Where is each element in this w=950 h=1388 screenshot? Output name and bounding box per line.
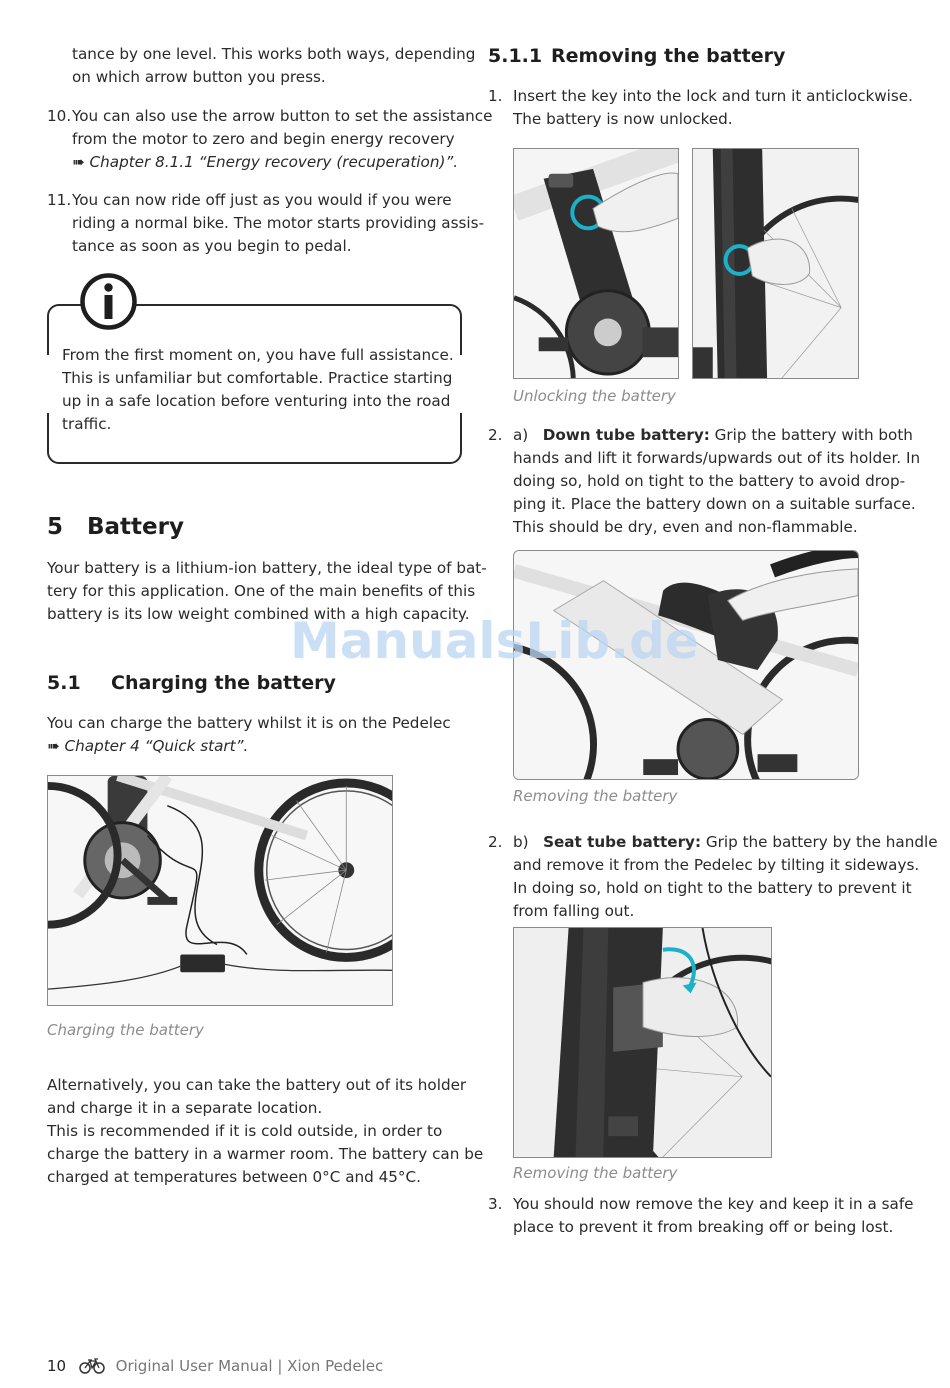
step11-line2: riding a normal bike. The motor starts providing assis- [72, 214, 485, 232]
step11-line3: tance as soon as you begin to pedal. [72, 237, 352, 255]
step2b-bold-term: Seat tube battery: [543, 833, 702, 851]
alt-text-line2: and charge it in a separate location. [47, 1099, 323, 1117]
step2b-line3: In doing so, hold on tight to the battery to prevent it [513, 879, 912, 897]
step10-number: 10. [47, 107, 72, 125]
note-line3: up in a safe location before venturing into the road [62, 392, 451, 410]
bicycle-icon [79, 1358, 105, 1374]
watermark: ManualsLib.de [290, 612, 699, 670]
note-line2: This is unfamiliar but comfortable. Practice starting [62, 369, 453, 387]
section511-title: Removing the battery [551, 45, 786, 67]
step2b-line4: from falling out. [513, 902, 635, 920]
step1-line1: Insert the key into the lock and turn it anticlockwise. [513, 87, 913, 105]
step2a-line5: This should be dry, even and non-flammable. [513, 518, 858, 536]
section51-text: You can charge the battery whilst it is on the Pedelec [47, 714, 451, 732]
removing-caption-1: Removing the battery [513, 787, 678, 805]
note-box-gap-right [456, 355, 464, 413]
page-footer [47, 1357, 383, 1375]
step2a-label: a) [513, 426, 529, 444]
section51-chapter-reference[interactable]: ➠ Chapter 4 “Quick start”. [47, 737, 249, 755]
step2a-number: 2. [488, 426, 503, 444]
charging-photo [47, 775, 393, 1006]
step2a-line4: ping it. Place the battery down on a suitable surface. [513, 495, 916, 513]
step1-number: 1. [488, 87, 503, 105]
step10-chapter-reference[interactable]: ➠ Chapter 8.1.1 “Energy recovery (recuperation)”. [72, 153, 459, 171]
step2b-line2: and remove it from the Pedelec by tilting it sideways. [513, 856, 920, 874]
section5-text-line3: battery is its low weight combined with a high capacity. [47, 605, 470, 623]
step10-line2: from the motor to zero and begin energy recovery [72, 130, 455, 148]
step9-continuation-line2: on which arrow button you press. [72, 68, 326, 86]
section5-title: Battery [87, 514, 184, 540]
alt-text-line5: charged at temperatures between 0°C and 45°C. [47, 1168, 421, 1186]
step2b-first-text: Grip the battery by the handle [705, 833, 938, 851]
step9-continuation-line1: tance by one level. This works both ways, depending [72, 45, 476, 63]
note-line1: From the first moment on, you have full assistance. [62, 346, 454, 364]
section511-number: 5.1.1 [488, 45, 543, 67]
alt-text-line3: This is recommended if it is cold outside, in order to [47, 1122, 443, 1140]
section5-text-line2: tery for this application. One of the main benefits of this [47, 582, 476, 600]
step2a-line3: doing so, hold on tight to the battery to avoid drop- [513, 472, 906, 490]
step11-number: 11. [47, 191, 72, 209]
note-box-gap-left [44, 355, 52, 413]
step2a-bold-term: Down tube battery: [542, 426, 710, 444]
step2a-first-text: Grip the battery with both [714, 426, 913, 444]
step2b-label: b) [513, 833, 529, 851]
step2b-number: 2. [488, 833, 503, 851]
step3-line1: You should now remove the key and keep it in a safe [513, 1195, 914, 1213]
step3-number: 3. [488, 1195, 503, 1213]
step2a-line1 [513, 424, 913, 447]
section51-number: 5.1 [47, 672, 81, 694]
step2a-line2: hands and lift it forwards/upwards out of its holder. In [513, 449, 921, 467]
page-number: 10 [47, 1357, 67, 1375]
step3-line2: place to prevent it from breaking off or being lost. [513, 1218, 894, 1236]
alt-text-line4: charge the battery in a warmer room. The battery can be [47, 1145, 484, 1163]
step11-line1: You can now ride off just as you would if you were [72, 191, 452, 209]
step10-line1: You can also use the arrow button to set the assistance [72, 107, 493, 125]
charging-caption: Charging the battery [47, 1021, 204, 1039]
section5-text-line1: Your battery is a lithium-ion battery, the ideal type of bat- [47, 559, 487, 577]
info-icon [80, 273, 137, 330]
alt-text-line1: Alternatively, you can take the battery out of its holder [47, 1076, 467, 1094]
unlock-caption: Unlocking the battery [513, 387, 676, 405]
note-line4: traffic. [62, 415, 112, 433]
unlock-photo-seattube [692, 148, 859, 379]
removing-caption-2: Removing the battery [513, 1164, 678, 1182]
removing-seattube-photo [513, 927, 772, 1158]
footer-title: Original User Manual | Xion Pedelec [115, 1357, 384, 1375]
section51-title: Charging the battery [111, 672, 336, 694]
section5-number: 5 [47, 514, 64, 540]
unlock-photo-downtube [513, 148, 679, 379]
step1-line2: The battery is now unlocked. [513, 110, 733, 128]
step2b-line1 [513, 831, 938, 854]
